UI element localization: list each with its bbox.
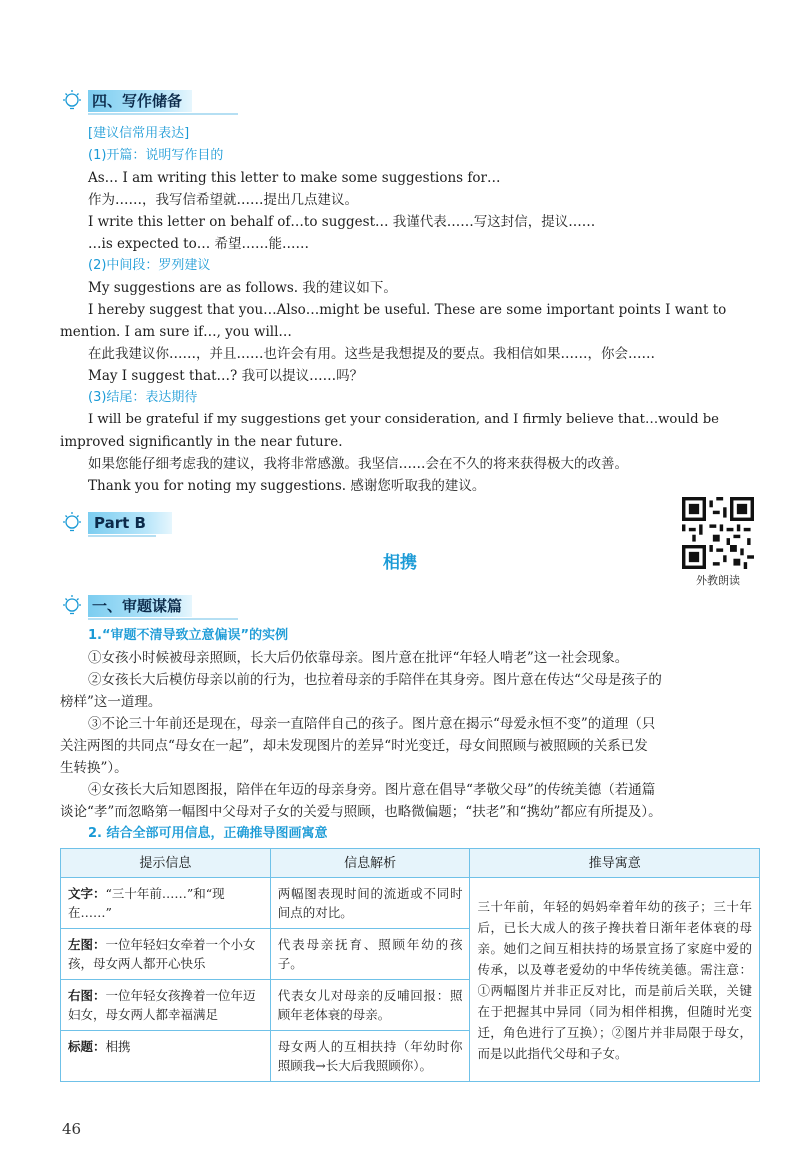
cell-label: 标题：: [68, 1039, 106, 1054]
middle-title: (2)中间段：罗列建议: [88, 258, 211, 273]
qr-code-icon[interactable]: [682, 497, 754, 569]
cell-label: 右图：: [68, 988, 106, 1003]
text-line: I hereby suggest that you…Also…might be useful. These are some important points I want to: [88, 302, 727, 318]
cell-label: 左图：: [68, 937, 106, 952]
table-cell: 母女两人的互相扶持（年幼时你照顾我→长大后我照顾你）。: [270, 1031, 470, 1082]
example-2: ②女孩长大后模仿母亲以前的行为，也拉着母亲的手陪伴在其身旁。图片意在传达“父母是孩子的: [88, 672, 662, 688]
text-line: Thank you for noting my suggestions. 感谢您听取我的建议。: [88, 478, 486, 494]
cell-text: 一位年轻女孩搀着一位年迈妇女，母女两人都幸福满足: [68, 988, 256, 1022]
column-header: 提示信息: [61, 849, 271, 878]
lightbulb-icon: [60, 510, 84, 536]
table-cell: [61, 1031, 271, 1082]
cell-label: 文字：: [68, 886, 106, 901]
section-title: 四、写作储备: [88, 90, 192, 112]
table-cell: [61, 980, 271, 1031]
text-line: improved significantly in the near future.: [60, 434, 343, 450]
text-line: My suggestions are as follows. 我的建议如下。: [88, 280, 397, 296]
table-cell: [61, 878, 271, 929]
section-underline: [88, 618, 238, 620]
text-line: I will be grateful if my suggestions get your consideration, and I firmly believe that…would be: [88, 412, 719, 427]
inference-title: 2. 结合全部可用信息，正确推导图画寓意: [88, 826, 328, 841]
examples-title: 1.“审题不清导致立意偏误”的实例: [88, 628, 289, 643]
section-underline: [88, 113, 238, 115]
table-cell: 代表母亲抚育、照顾年幼的孩子。: [270, 929, 470, 980]
table-header-row: [61, 849, 760, 878]
text-line: 作为……，我写信希望就……提出几点建议。: [88, 192, 358, 208]
section-title: 一、审题谋篇: [88, 595, 192, 617]
cell-text: 相携: [105, 1039, 131, 1054]
opening-title: (1)开篇：说明写作目的: [88, 148, 224, 163]
example-3: ③不论三十年前还是现在，母亲一直陪伴自己的孩子。图片意在揭示“母爱永恒不变”的道理（只: [88, 716, 656, 732]
example-1: ①女孩小时候被母亲照顾，长大后仍依靠母亲。图片意在批评“年轻人啃老”这一社会现象。: [88, 650, 629, 666]
section-header-writing: [60, 88, 192, 114]
column-header: 推导寓意: [470, 849, 760, 878]
writing-heading: [建议信常用表达]: [88, 126, 190, 141]
text-line: 在此我建议你……，并且……也许会有用。这些是我想提及的要点。我相信如果……，你会……: [88, 346, 655, 362]
table-cell: 两幅图表现时间的流逝或不同时间点的对比。: [270, 878, 470, 929]
text-line: May I suggest that…? 我可以提议……吗？: [88, 368, 364, 384]
part-b-header: [60, 510, 172, 536]
example-4: ④女孩长大后知恩图报，陪伴在年迈的母亲身旁。图片意在倡导“孝敬父母”的传统美德（若通篇: [88, 782, 656, 798]
lightbulb-icon: [60, 88, 84, 114]
text-line: As… I am writing this letter to make some suggestions for…: [88, 170, 501, 186]
text-line: I write this letter on behalf of…to suggest… 我谨代表……写这封信，提议……: [88, 214, 596, 230]
cell-text: “三十年前……”和“现在……”: [68, 886, 225, 920]
text-line: …is expected to… 希望……能……: [88, 236, 310, 252]
section-header-analysis: [60, 593, 192, 619]
table-cell: 代表女儿对母亲的反哺回报：照顾年老体衰的母亲。: [270, 980, 470, 1031]
table-cell: [61, 929, 271, 980]
info-table: [60, 848, 760, 1082]
cell-text: 一位年轻妇女牵着一个小女孩，母女两人都开心快乐: [68, 937, 256, 971]
ending-title: (3)结尾：表达期待: [88, 390, 198, 405]
column-header: 信息解析: [270, 849, 470, 878]
table-row: [61, 878, 760, 929]
conclusion-cell: 三十年前，年轻的妈妈牵着年幼的孩子；三十年后，已长大成人的孩子搀扶着日渐年老体衰的母亲。她们之间互相扶持的场景宣扬了家庭中爱的传承，以及尊老爱幼的中华传统美德。需注意：①两幅图片并非正反对比，而是前后关联，关键在于把握其中异同（同为相伴相携，但随时光变迁，角色进行了互换）；②图片并非局限于母女，而是以此指代父母和子女。: [470, 878, 760, 1082]
example-3-cont: 关注两图的共同点“母女在一起”，却未发现图片的差异“时光变迁，母女间照顾与被照顾的关系已发: [60, 738, 648, 754]
qr-label: 外教朗读: [696, 574, 740, 587]
text-line: 如果您能仔细考虑我的建议，我将非常感激。我坚信……会在不久的将来获得极大的改善。: [88, 456, 628, 472]
part-b-title: Part B: [88, 512, 172, 534]
example-3-cont: 生转换”）。: [60, 760, 128, 776]
example-2-cont: 榜样”这一道理。: [60, 694, 162, 710]
example-4-cont: 谈论“孝”而忽略第一幅图中父母对子女的关爱与照顾，也略微偏题；“扶老”和“携幼”都应有所提及）。: [60, 804, 662, 820]
lightbulb-icon: [60, 593, 84, 619]
text-line: mention. I am sure if…, you will…: [60, 324, 292, 340]
essay-caption: 相携: [383, 553, 417, 573]
section-underline: [88, 535, 156, 537]
page-number: 46: [62, 1120, 82, 1138]
